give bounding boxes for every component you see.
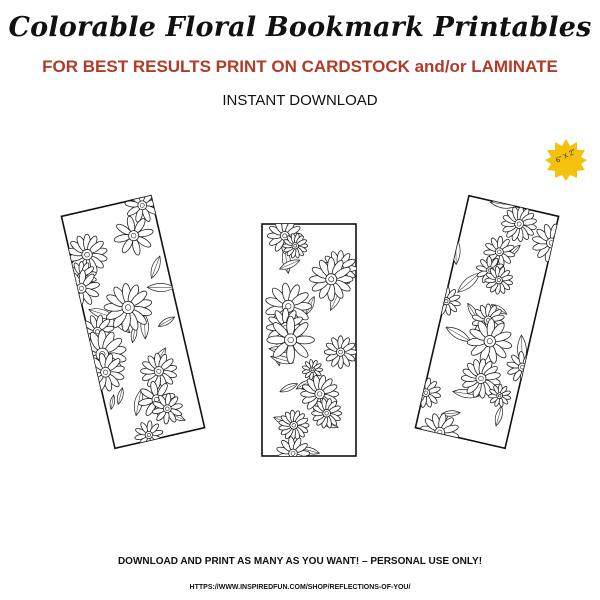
size-badge-text: 6" X 2" [554, 148, 578, 165]
usage-notice: DOWNLOAD AND PRINT AS MANY AS YOU WANT! – PERSONAL USE ONLY! [117, 556, 483, 567]
floral-pattern-icon [260, 222, 358, 458]
print-tip: FOR BEST RESULTS PRINT ON CARDSTOCK and/or LAMINATE [42, 57, 558, 76]
page-title: Colorable Floral Bookmark Printables [8, 12, 592, 43]
size-badge [544, 138, 588, 182]
instant-download-label: INSTANT DOWNLOAD [222, 92, 378, 109]
floral-pattern-icon [368, 171, 600, 473]
bookmark-left [14, 171, 252, 473]
floral-pattern-icon [14, 171, 252, 473]
bookmark-right [368, 171, 600, 473]
shop-link[interactable]: HTTPS://WWW.INSPIREDFUN.COM/SHOP/REFLECTIONS-OF-YOU/ [189, 584, 411, 591]
bookmark-center [260, 222, 358, 458]
